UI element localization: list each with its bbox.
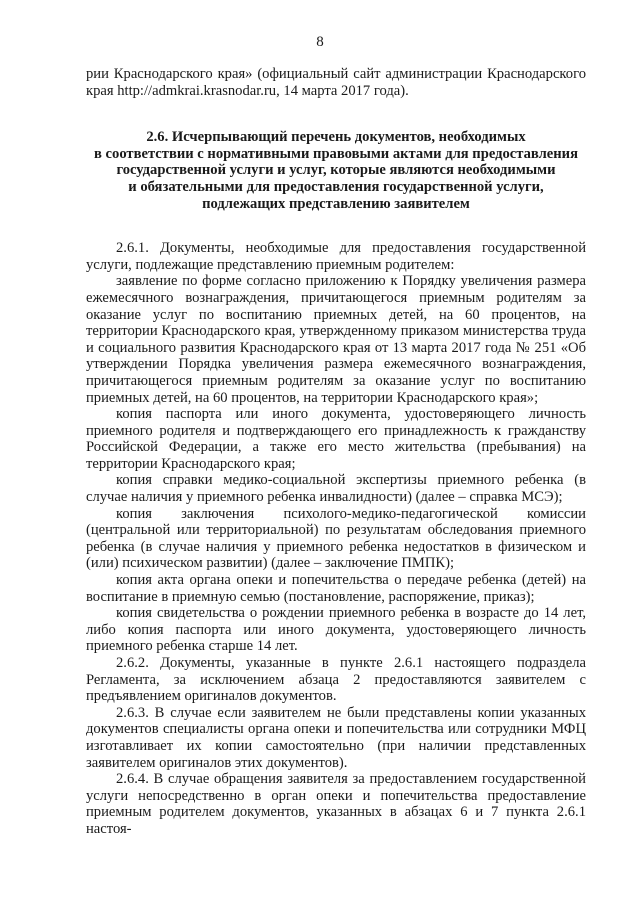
paragraph-birth-certificate: копия свидетельства о рождении приемного ребенка в возрасте до 14 лет, либо копия паспорта или иного документа, удостоверяющего личность приемного ребенка старше 14 лет. — [86, 605, 586, 655]
paragraph-passport: копия паспорта или иного документа, удостоверяющего личность приемного родителя и подтверждающего его принадлежность к гражданству Российской Федерации, а также его место жительства (пребывания) на территории Краснодарского края; — [86, 406, 586, 472]
heading-line: государственной услуги и услуг, которые являются необходимыми — [116, 162, 556, 179]
paragraph-guardianship-act: копия акта органа опеки и попечительства о передаче ребенка (детей) на воспитание в приемную семью (постановление, распоряжение, приказ); — [86, 572, 586, 605]
paragraph-2-6-4: 2.6.4. В случае обращения заявителя за предоставлением государственной услуги непосредственно в орган опеки и попечительства предоставление приемным родителем документов, указанных в абзацах 6 и 7 пункта 2.6.1 настоя- — [86, 771, 586, 837]
intro-paragraph: рии Краснодарского края» (официальный сайт администрации Краснодарского края http://admkrai.krasnodar.ru, 14 марта 2017 года). — [86, 66, 586, 99]
section-heading — [86, 129, 586, 212]
paragraph-2-6-1: 2.6.1. Документы, необходимые для предоставления государственной услуги, подлежащие представлению приемным родителем: — [86, 240, 586, 273]
page-number: 8 — [316, 34, 324, 50]
heading-line: 2.6. Исчерпывающий перечень документов, необходимых — [146, 129, 526, 146]
heading-line: и обязательными для предоставления государственной услуги, — [128, 178, 544, 195]
heading-line: в соответствии с нормативными правовыми актами для предоставления — [94, 145, 578, 162]
paragraph-2-6-3: 2.6.3. В случае если заявителем не были представлены копии указанных документов специалисты органа опеки и попечительства или сотрудники МФЦ изготавливает их копии самостоятельно (при наличии представленных заявителем оригиналов этих документов). — [86, 704, 586, 771]
paragraph-mse: копия справки медико-социальной экспертизы приемного ребенка (в случае наличия у приемного ребенка инвалидности) (далее – справка МСЭ); — [86, 472, 586, 506]
heading-line: подлежащих представлению заявителем — [202, 195, 470, 212]
paragraph-application: заявление по форме согласно приложению к Порядку увеличения размера ежемесячного вознаграждения, причитающегося приемным родителям за оказание услуг по воспитанию приемных детей, на 60 процентов, на территории Краснодарского края, утвержденному приказом министерства труда и социального развития Краснодарского края от 13 марта 2017 года № 251 «Об утверждении Порядка увеличения размера ежемесячного вознаграждения, причитающегося приемным родителям за оказание услуг по воспитанию приемных детей, на 60 процентов, на территории Краснодарского края»; — [86, 273, 586, 406]
document-body — [86, 66, 586, 838]
paragraph-2-6-2: 2.6.2. Документы, указанные в пункте 2.6.1 настоящего подраздела Регламента, за исключением абзаца 2 предоставляются заявителем с предъявлением оригиналов документов. — [86, 655, 586, 705]
paragraph-pmpk: копия заключения психолого-медико-педагогической комиссии (центральной или территориальной) по результатам обследования приемного ребенка (в случае наличия у приемного ребенка недостатков в физическом и (или) психическом развитии) (далее – заключение ПМПК); — [86, 505, 586, 572]
